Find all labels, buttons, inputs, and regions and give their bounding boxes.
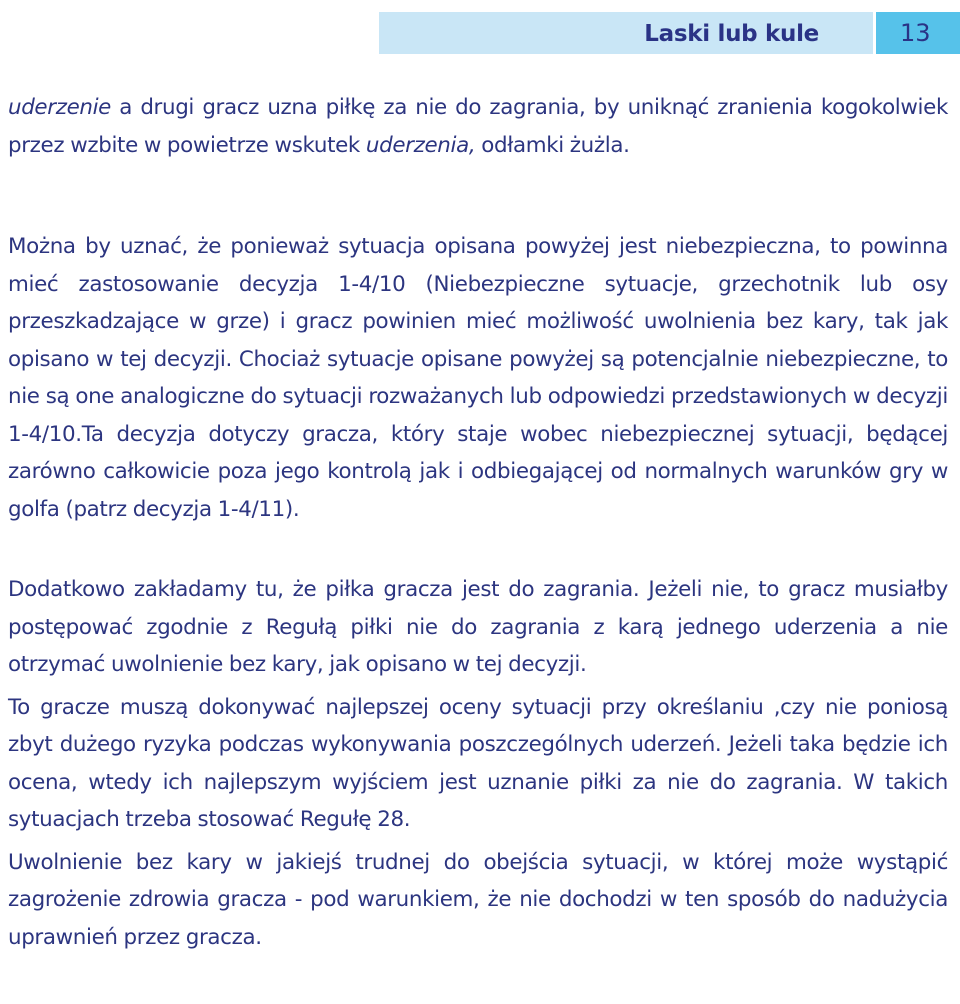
chapter-title: Laski lub kule — [644, 21, 819, 47]
paragraph-text: odłamki żużla. — [475, 132, 630, 158]
page-number: 13 — [876, 12, 960, 54]
paragraph-3: Dodatkowo zakładamy tu, że piłka gracza jest do zagrania. Jeżeli nie, to gracz musiałby postępować zgodnie z Regułą piłki nie do zagrania z karą jednego uderzenia a nie otrzymać uwolnienie bez kary, jak opisano w tej decyzji. — [8, 577, 948, 677]
paragraph-1 — [8, 89, 948, 164]
header-title-bar — [379, 12, 873, 54]
paragraph-5: Uwolnienie bez kary w jakiejś trudnej do obejścia sytuacji, w której może wystąpić zagrożenie zdrowia gracza - pod warunkiem, że nie dochodzi w ten sposób do nadużycia uprawnień przez gracza. — [8, 849, 948, 950]
paragraph-2: Można by uznać, że ponieważ sytuacja opisana powyżej jest niebezpieczna, to powinna mieć zastosowanie decyzja 1-4/10 (Niebezpieczne sytuacje, grzechotnik lub osy przeszkadzające w grze) i gracz powinien mieć możliwość uwolnienia bez kary, tak jak opisano w tej decyzji. Chociaż sytuacje opisane powyżej są potencjalnie niebezpieczne, to nie są one analogiczne do sytuacji rozważanych lub odpowiedzi przedstawionych w decyzji 1-4/10.Ta decyzja dotyczy gracza, który staje wobec niebezpiecznej sytuacji, będącej zarówno całkowicie poza jego kontrolą jak i odbiegającej od normalnych warunków gry w golfa (patrz decyzja 1-4/11). — [8, 234, 948, 522]
italic-term: uderzenia, — [365, 132, 476, 158]
paragraph-text: a drugi gracz uzna piłkę za nie do zagrania, by uniknąć zranienia kogokolwiek przez wzbite w powietrze wskutek — [8, 95, 948, 158]
italic-term: uderzenie — [8, 95, 111, 120]
document-body — [8, 89, 948, 956]
paragraph-4: To gracze muszą dokonywać najlepszej oceny sytuacji przy określaniu ,czy nie poniosą zbyt dużego ryzyka podczas wykonywania poszczególnych uderzeń. Jeżeli taka będzie ich ocena, wtedy ich najlepszym wyjściem jest uznanie piłki za nie do zagrania. W takich sytuacjach trzeba stosować Regułę 28. — [8, 694, 948, 832]
page-header — [379, 12, 960, 54]
